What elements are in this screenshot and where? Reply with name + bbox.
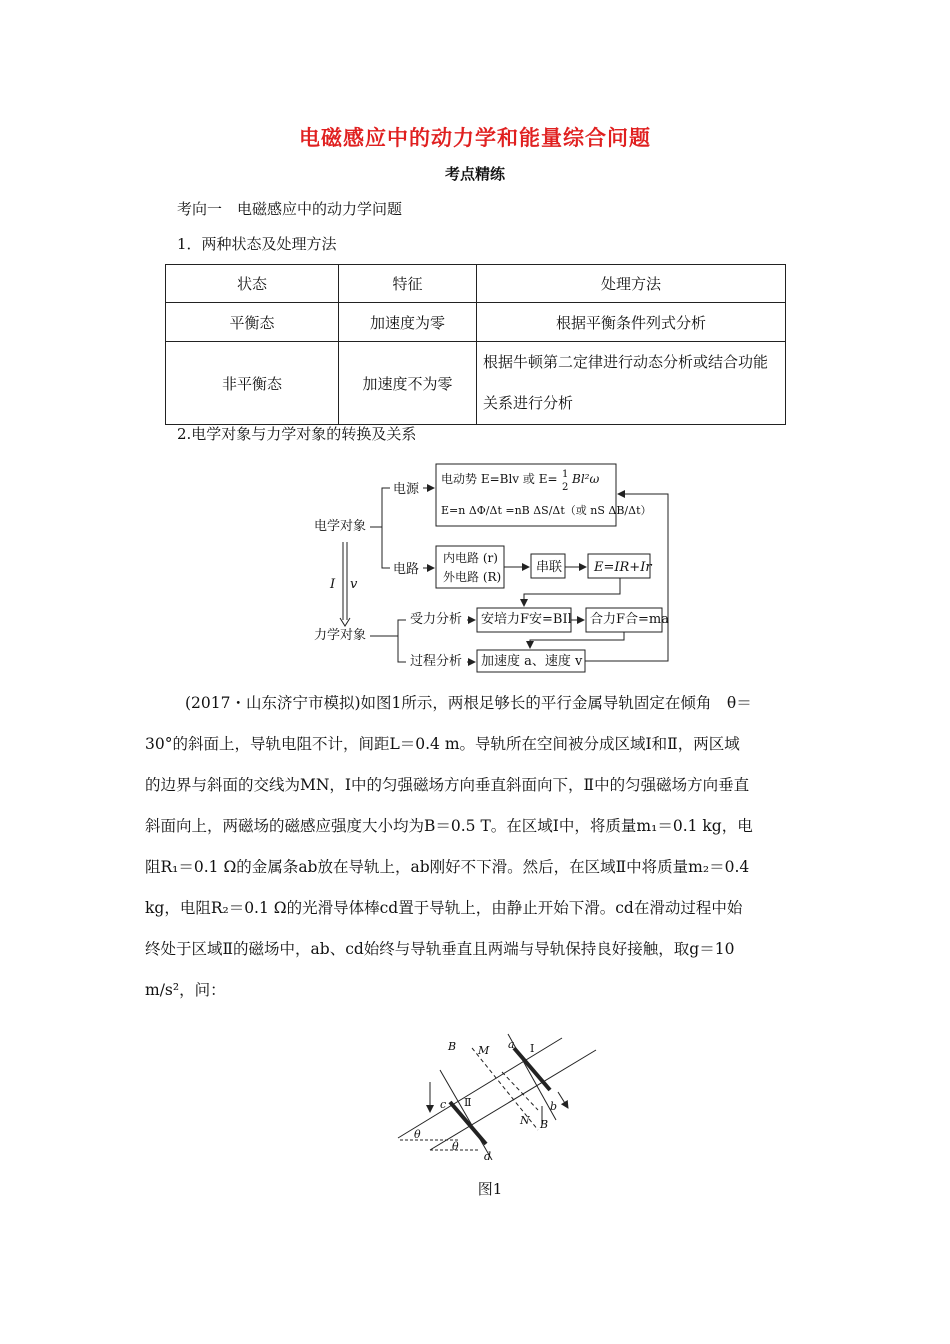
- point-m: M: [478, 1044, 490, 1057]
- current-label: I: [330, 577, 336, 592]
- region-2-label: Ⅱ: [464, 1096, 472, 1109]
- problem-text: [145, 683, 807, 1011]
- angle-theta-1: θ: [414, 1128, 421, 1141]
- accel-velocity-label: 加速度 a、速度 v: [481, 654, 583, 669]
- series-label: 串联: [536, 560, 563, 575]
- field-b-bottom: B: [540, 1118, 549, 1131]
- table-row: [166, 342, 786, 425]
- emf-formula-2: E=n ΔΦ/Δt =nB ΔS/Δt（或 nS ΔB/Δt）: [441, 504, 652, 517]
- circuit-label: 电路: [393, 562, 420, 577]
- table-cell: 加速度为零: [339, 303, 477, 342]
- table-header-row: [166, 265, 786, 303]
- point-2-heading: 2.电学对象与力学对象的转换及关系: [177, 425, 417, 443]
- force-analysis-label: 受力分析: [410, 612, 463, 627]
- point-a: a: [508, 1038, 515, 1051]
- problem-line: kg，电阻R₂＝0.1 Ω的光滑导体棒cd置于导轨上，由静止开始下滑。cd在滑动过程中始: [145, 899, 743, 917]
- process-analysis-label: 过程分析: [410, 654, 463, 669]
- table-row: [166, 303, 786, 342]
- conversion-diagram: [0, 450, 950, 680]
- problem-line: 阻R₁＝0.1 Ω的金属条ab放在导轨上，ab刚好不下滑。然后，在区域Ⅱ中将质量m₂＝0.4: [145, 858, 750, 876]
- problem-line: 30°的斜面上，导轨电阻不计，间距L＝0.4 m。导轨所在空间被分成区域Ⅰ和Ⅱ，两区域: [145, 735, 740, 753]
- problem-line: 的边界与斜面的交线为MN，Ⅰ中的匀强磁场方向垂直斜面向下，Ⅱ中的匀强磁场方向垂直: [145, 776, 750, 794]
- emf-half-numerator: 1: [562, 469, 569, 480]
- table-cell: 平衡态: [166, 303, 339, 342]
- point-n: N: [520, 1114, 530, 1127]
- region-1-label: Ⅰ: [530, 1042, 535, 1055]
- net-force-label: 合力F合=ma: [590, 612, 669, 627]
- emf-half-denominator: 2: [562, 482, 569, 493]
- table-header-cell: 状态: [166, 265, 339, 303]
- velocity-label: v: [350, 577, 358, 592]
- point-1-heading: 1．两种状态及处理方法: [177, 235, 337, 253]
- point-c: c: [440, 1098, 447, 1111]
- inner-circuit-label: 内电路 (r): [443, 551, 498, 565]
- point-b: b: [550, 1100, 558, 1113]
- emf-formula-1b: Bl²ω: [572, 472, 600, 486]
- region2-left-boundary: [440, 1070, 492, 1160]
- page-title: 电磁感应中的动力学和能量综合问题: [299, 125, 651, 150]
- source-label: 电源: [393, 482, 420, 497]
- table-cell: 根据牛顿第二定律进行动态分析或结合功能关系进行分析: [477, 342, 786, 425]
- problem-line: 终处于区域Ⅱ的磁场中，ab、cd始终与导轨垂直且两端与导轨保持良好接触，取g＝10: [145, 940, 735, 958]
- table-cell: 非平衡态: [166, 342, 339, 425]
- table-cell: 加速度不为零: [339, 342, 477, 425]
- problem-line: m/s²，问：: [145, 981, 226, 999]
- table-cell: 根据平衡条件列式分析: [477, 303, 786, 342]
- outer-circuit-label: 外电路 (R): [443, 570, 502, 584]
- ampere-force-label: 安培力F安=BIl: [481, 612, 572, 627]
- figure-caption: 图1: [477, 1180, 503, 1198]
- table-header-cell: 处理方法: [477, 265, 786, 303]
- problem-line: (2017・山东济宁市模拟)如图1所示，两根足够长的平行金属导轨固定在倾角 θ＝: [185, 694, 752, 712]
- angle-theta-2: θ: [452, 1140, 459, 1153]
- point-d: d: [484, 1150, 492, 1160]
- subtitle: 考点精练: [444, 165, 505, 183]
- rails-figure: [390, 1010, 610, 1160]
- problem-line: 斜面向上，两磁场的磁感应强度大小均为B＝0.5 T。在区域Ⅰ中，将质量m₁＝0.1 kg，电: [145, 817, 753, 835]
- lower-rail: [430, 1050, 596, 1150]
- mechanical-object-label: 力学对象: [314, 628, 367, 643]
- ohm-formula: E=IR+Ir: [594, 560, 652, 575]
- methods-table: [165, 264, 786, 425]
- section-heading: 考向一 电磁感应中的动力学问题: [177, 200, 403, 218]
- field-b-top: B: [448, 1040, 457, 1053]
- electrical-object-label: 电学对象: [314, 519, 367, 534]
- table-header-cell: 特征: [339, 265, 477, 303]
- emf-formula-1: 电动势 E=Blv 或 E=: [441, 472, 558, 486]
